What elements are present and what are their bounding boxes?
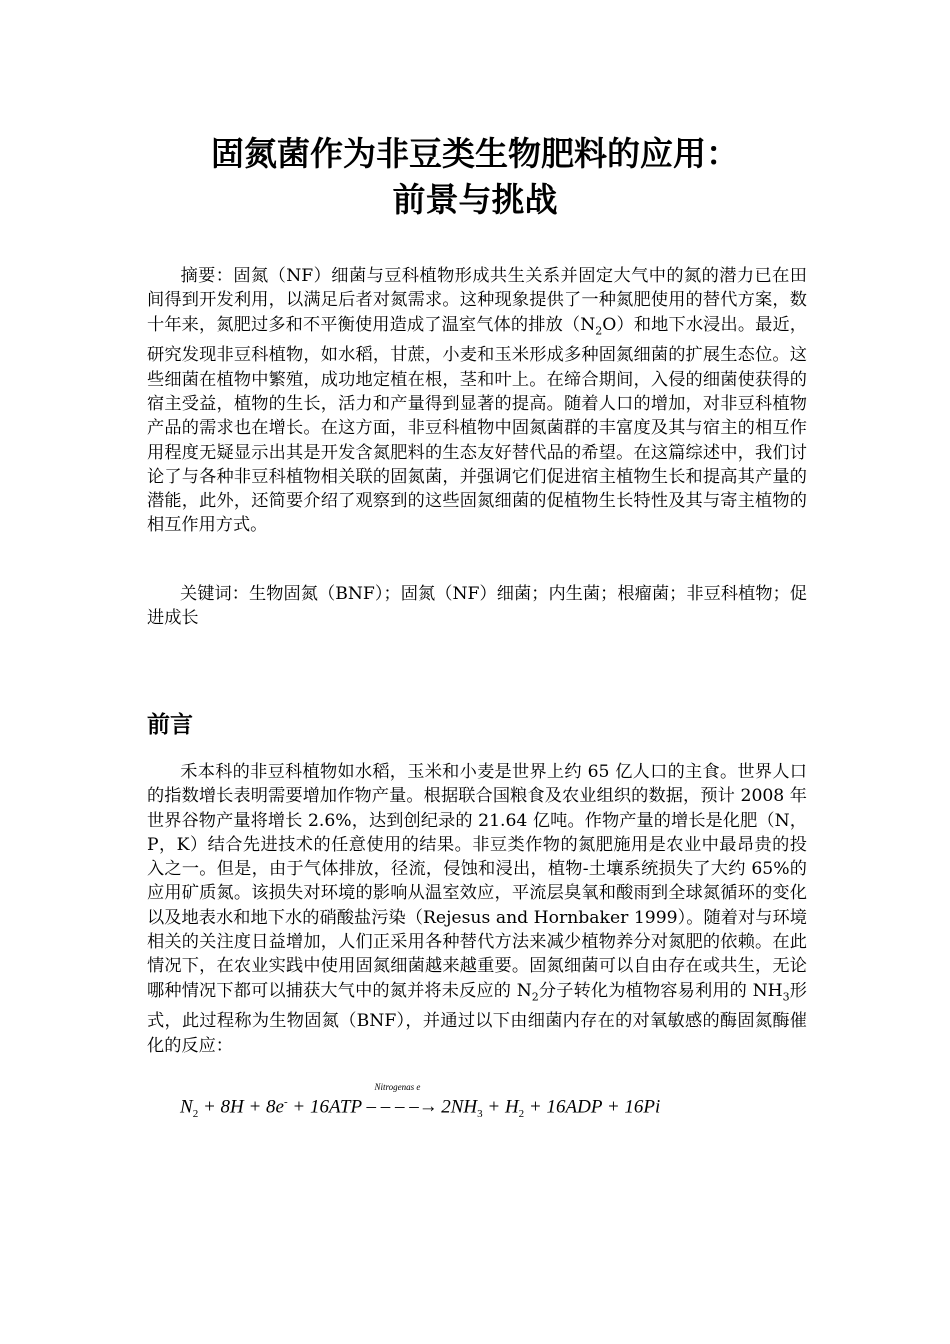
- nh3-subscript: 3: [782, 990, 790, 1004]
- intro-paragraph: [147, 760, 807, 1058]
- title-line-2: 前景与挑战: [392, 180, 558, 219]
- intro-text-1: 禾本科的非豆科植物如水稻，玉米和小麦是世界上约 65 亿人口的主食。世界人口的指数增长表明需要增加作物产量。根据联合国粮食及农业组织的数据，预计 2008 年世界谷物产量将增长 2.6%，达到创纪录的 21.64 亿吨。作物产量的增长是化肥（N，P，K）结合先进技术的任意使用的结果。非豆类作物的氮肥施用是农业中最昂贵的投入之一。但是，由于气体排放，径流，侵蚀和浸出，植物-土壤系统损失了大约 65%的应用矿质氮。该损失对环境的影响从温室效应，平流层臭氧和酸雨到全球氮循环的变化以及地表水和地下水的硝酸盐污染（Rejesus and Hornbaker 1999）。随着对与环境相关的关注度日益增加，人们正采用各种替代方法来减少植物养分对氮肥的依赖。在此情况下，在农业实践中使用固氮细菌越来越重要。固氮细菌可以自由存在或共生，无论哪种情况下都可以捕获大气中的氮并将未反应的 N: [147, 762, 807, 1001]
- intro-text-2: 分子转化为植物容易利用的 NH: [538, 980, 783, 1001]
- abstract-text-2: O）和地下水浸出。最近，研究发现非豆科植物，如水稻，甘蔗，小麦和玉米形成多种固氮细菌的扩展生态位。这些细菌在植物中繁殖，成功地定植在根，茎和叶上。在缔合期间，入侵的细菌使获得的宿主受益，植物的生长，活力和产量得到显著的提高。随着人口的增加，对非豆科植物产品的需求也在增长。在这方面，非豆科植物中固氮菌群的丰富度及其与宿主的相互作用程度无疑显示出其是开发含氮肥料的生态友好替代品的希望。在这篇综述中，我们讨论了与各种非豆科植物相关联的固氮菌，并强调它们促进宿主植物生长和提高其产量的潜能，此外，还简要介绍了观察到的这些固氮细菌的促植物生长特性及其与寄主植物的相互作用方式。: [147, 314, 807, 536]
- intro-text-3: 形式，此过程称为生物固氮（BNF），并通过以下由细菌内存在的对氧敏感的酶固氮酶催化的反应：: [147, 980, 807, 1056]
- nitrogenase-equation: $N_2 + 8H + 8e^- + 16ATP$ Nitrogenas e – – – –→ $2NH_3 + H_2 + 16ADP + 16Pi$: [180, 1082, 661, 1121]
- title-line-1: 固氮菌作为非豆类生物肥料的应用：: [211, 134, 739, 173]
- abstract-paragraph: [147, 264, 807, 538]
- keywords-paragraph: [147, 582, 807, 631]
- keywords-text: 关键词：生物固氮（BNF）；固氮（NF）细菌；内生菌；根瘤菌；非豆科植物；促进成长: [147, 584, 807, 629]
- document-title: [0, 131, 950, 223]
- n2-subscript: 2: [531, 990, 539, 1004]
- section-heading-preface: 前言: [147, 712, 193, 738]
- n2o-subscript: 2: [595, 324, 603, 338]
- abstract-text-1: 摘要：固氮（NF）细菌与豆科植物形成共生关系并固定大气中的氮的潜力已在田间得到开发利用，以满足后者对氮需求。这种现象提供了一种氮肥使用的替代方案，数十年来，氮肥过多和不平衡使用造成了温室气体的排放（N: [147, 266, 807, 335]
- enzyme-label: Nitrogenas e: [374, 1082, 421, 1093]
- reaction-arrow: Nitrogenas e – – – –→: [366, 1082, 438, 1118]
